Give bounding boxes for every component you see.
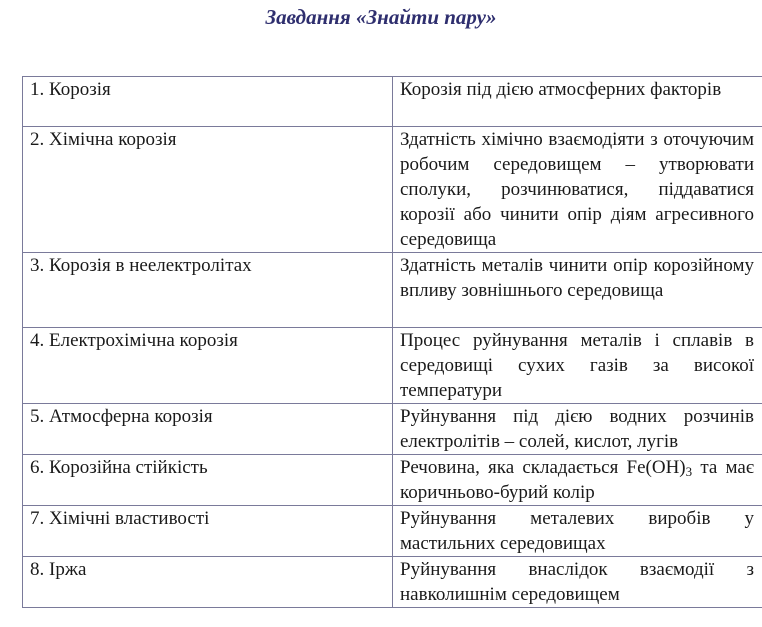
term-cell: 6. Корозійна стійкість [23, 455, 393, 506]
matching-table [22, 76, 762, 608]
table-row [23, 404, 762, 455]
table-row [23, 506, 762, 557]
table-row [23, 557, 762, 608]
table-row [23, 77, 762, 127]
term-cell: 2. Хімічна корозія [23, 127, 393, 253]
definition-cell: Здатність хімічно взаємодіяти з оточуючим робочим середовищем – утворювати сполуки, розчинюватися, піддаватися корозії або чинити опір діям агресивного середовища [393, 127, 762, 253]
term-cell: 4. Електрохімічна корозія [23, 328, 393, 404]
definition-cell: Корозія під дією атмосферних факторів [393, 77, 762, 127]
table-row [23, 253, 762, 328]
subscript: 3 [685, 464, 693, 479]
definition-cell: Руйнування під дією водних розчинів електролітів – солей, кислот, лугів [393, 404, 762, 455]
definition-text: Речовина, яка складається Fe(OH) [400, 457, 686, 478]
term-cell: 7. Хімічні властивості [23, 506, 393, 557]
term-cell: 8. Іржа [23, 557, 393, 608]
term-cell: 3. Корозія в неелектролітах [23, 253, 393, 328]
definition-cell: Руйнування металевих виробів у мастильних середовищах [393, 506, 762, 557]
table-row [23, 127, 762, 253]
definition-cell: Процес руйнування металів і сплавів в середовищі сухих газів за високої температури [393, 328, 762, 404]
table-row [23, 328, 762, 404]
table-row [23, 455, 762, 506]
page-title: Завдання «Знайти пару» [265, 5, 497, 29]
definition-cell: Руйнування внаслідок взаємодії з навколишнім середовищем [393, 557, 762, 608]
definition-cell: Здатність металів чинити опір корозійному впливу зовнішнього середовища [393, 253, 762, 328]
definition-text: та має коричньово-бурий колір [400, 457, 755, 503]
term-cell: 5. Атмосферна корозія [23, 404, 393, 455]
term-cell: 1. Корозія [23, 77, 393, 127]
definition-cell [393, 455, 762, 506]
